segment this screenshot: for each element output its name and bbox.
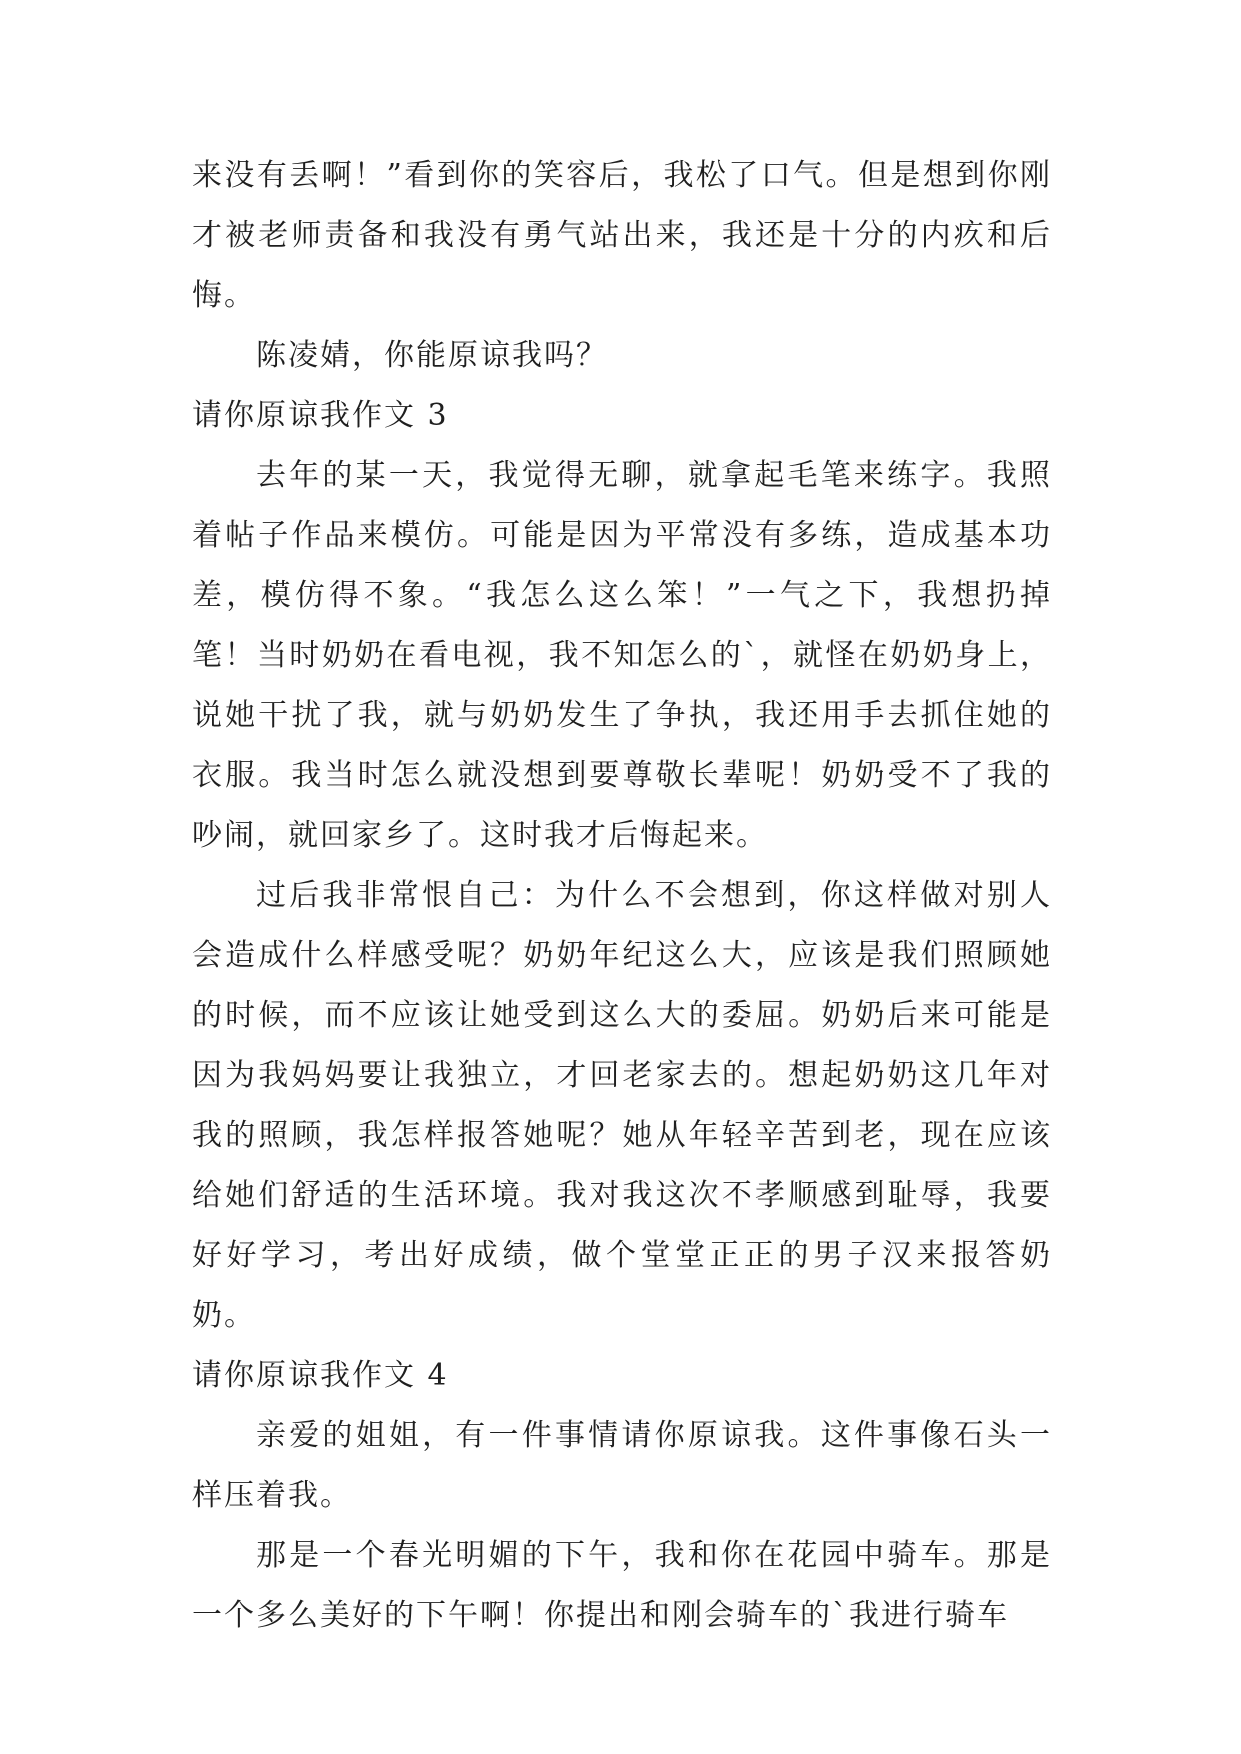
document-body <box>192 146 1052 1646</box>
paragraph: 陈凌婧，你能原谅我吗？ <box>256 338 608 373</box>
paragraph: 来没有丢啊！”看到你的笑容后，我松了口气。但是想到你刚才被老师责备和我没有勇气站出来，我还是十分的内疚和后悔。 <box>192 158 1052 313</box>
paragraph: 亲爱的姐姐，有一件事情请你原谅我。这件事像石头一样压着我。 <box>192 1418 1052 1513</box>
paragraph: 过后我非常恨自己：为什么不会想到，你这样做对别人会造成什么样感受呢？奶奶年纪这么大，应该是我们照顾她的时候，而不应该让她受到这么大的委屈。奶奶后来可能是因为我妈妈要让我独立，才回老家去的。想起奶奶这几年对我的照顾，我怎样报答她呢？她从年轻辛苦到老，现在应该给她们舒适的生活环境。我对我这次不孝顺感到耻辱，我要好好学习，考出好成绩，做个堂堂正正的男子汉来报答奶奶。 <box>192 878 1052 1333</box>
section-heading: 请你原谅我作文 4 <box>192 1358 449 1393</box>
paragraph: 去年的某一天，我觉得无聊，就拿起毛笔来练字。我照着帖子作品来模仿。可能是因为平常没有多练，造成基本功差，模仿得不象。“我怎么这么笨！”一气之下，我想扔掉笔！当时奶奶在看电视，我不知怎么的`，就怪在奶奶身上，说她干扰了我，就与奶奶发生了争执，我还用手去抓住她的衣服。我当时怎么就没想到要尊敬长辈呢！奶奶受不了我的吵闹，就回家乡了。这时我才后悔起来。 <box>192 458 1052 853</box>
paragraph: 那是一个春光明媚的下午，我和你在花园中骑车。那是一个多么美好的下午啊！你提出和刚会骑车的`我进行骑车 <box>192 1538 1052 1633</box>
section-heading: 请你原谅我作文 3 <box>192 398 449 433</box>
